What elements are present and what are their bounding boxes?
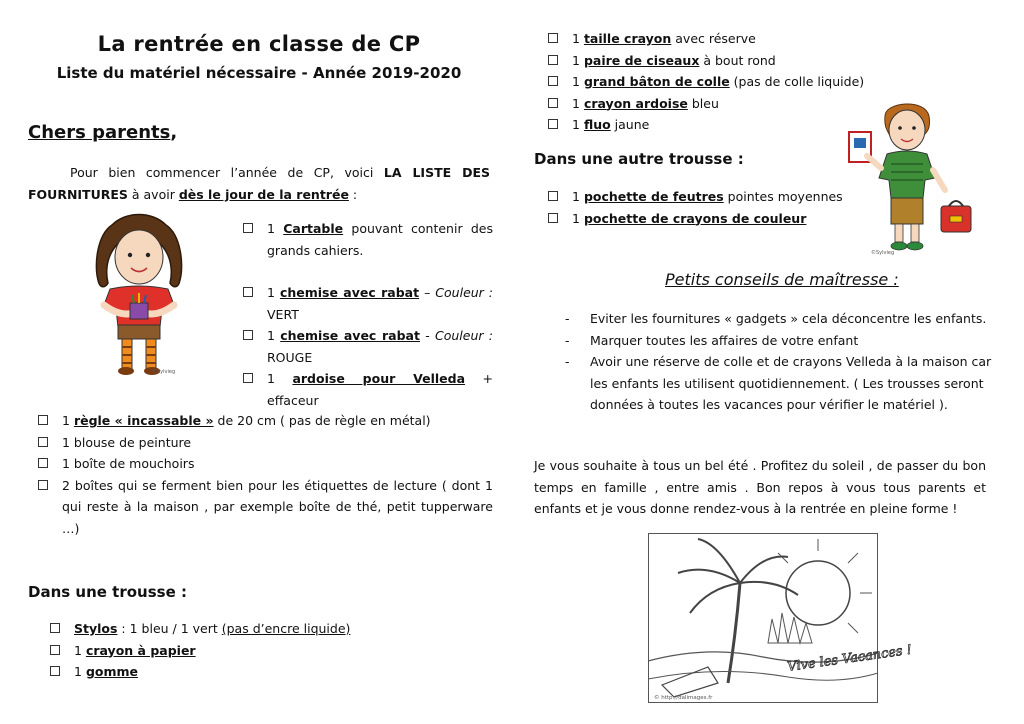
item-note: (pas d’encre liquide) bbox=[221, 621, 351, 636]
vacances-credit: © http://dalimages.fr bbox=[654, 695, 713, 701]
list-item-crayons-couleur bbox=[548, 208, 848, 230]
checkbox-icon bbox=[38, 415, 48, 425]
item-text: 1 blouse de peinture bbox=[62, 434, 192, 450]
checkbox-icon bbox=[243, 223, 253, 233]
vacances-illustration bbox=[648, 533, 913, 703]
conseil-item: - Marquer toutes les affaires de votre enfant bbox=[565, 332, 859, 348]
boy-signature: ©Sylvieg bbox=[871, 250, 895, 256]
qty: 1 bbox=[267, 328, 281, 343]
list-item-gomme bbox=[50, 661, 490, 683]
section-title-trousse: Dans une trousse : bbox=[28, 583, 187, 601]
item-text: 1 boîte de mouchoirs bbox=[62, 456, 195, 471]
supplies-list-c bbox=[548, 28, 868, 136]
list-item-feutres bbox=[548, 186, 848, 208]
checkbox-icon bbox=[548, 191, 558, 201]
list-item-stylos bbox=[50, 618, 490, 640]
qty: 1 bbox=[267, 221, 284, 236]
list-item-ardoise bbox=[243, 368, 493, 411]
item-name: crayon ardoise bbox=[583, 95, 688, 111]
section-title-autre-trousse: Dans une autre trousse : bbox=[534, 150, 744, 168]
boy-face bbox=[889, 110, 925, 150]
girl-face bbox=[115, 230, 163, 284]
checkbox-icon bbox=[50, 645, 60, 655]
qty: 1 bbox=[62, 413, 74, 428]
intro-text-3: à avoir bbox=[127, 187, 179, 202]
girl-illustration bbox=[82, 205, 197, 377]
item-name: chemise avec rabat bbox=[280, 328, 420, 343]
item-detail: + effaceur bbox=[267, 371, 493, 408]
checkbox-icon bbox=[243, 330, 253, 340]
qty: 1 bbox=[572, 117, 584, 132]
autre-trousse-list bbox=[548, 186, 848, 229]
checkbox-icon bbox=[548, 98, 558, 108]
conseil-text: Avoir une réserve de colle et de crayons Velleda à la maison car les enfants les utilisent quotidiennement. ( Les trousses seront données à toutes les vacances pour vérifier le matériel ). bbox=[590, 354, 992, 412]
item-detail: de 20 cm ( pas de règle en métal) bbox=[213, 413, 431, 428]
qty: 1 bbox=[572, 95, 584, 111]
color-label: Couleur : bbox=[435, 285, 494, 300]
item-detail: (pas de colle liquide) bbox=[729, 74, 865, 89]
list-item-cartable bbox=[243, 218, 493, 261]
intro-text-1: Pour bien commencer l’année de CP, voici bbox=[70, 165, 384, 180]
list-item-crayon-ardoise bbox=[548, 93, 868, 115]
item-name: chemise avec rabat bbox=[279, 285, 420, 300]
page-subtitle: Liste du matériel nécessaire - Année 2019-2020 bbox=[56, 64, 462, 82]
item-detail: pouvant contenir des grands cahiers. bbox=[267, 221, 493, 258]
list-item-fluo bbox=[548, 114, 868, 136]
list-item-mouchoirs bbox=[38, 453, 493, 475]
list-item-colle bbox=[548, 71, 868, 93]
girl-signature: ©Sylvieg bbox=[152, 369, 176, 375]
boy-illustration bbox=[845, 98, 975, 258]
item-name: ardoise pour Velleda bbox=[292, 371, 466, 386]
item-detail: bleu bbox=[687, 95, 719, 111]
item-detail: jaune bbox=[610, 117, 650, 132]
checkbox-icon bbox=[548, 55, 558, 65]
greeting bbox=[28, 122, 177, 143]
item-name: crayon à papier bbox=[85, 642, 196, 658]
checkbox-icon bbox=[243, 287, 253, 297]
qty: 1 bbox=[74, 642, 86, 658]
item-name: grand bâton de colle bbox=[583, 74, 730, 89]
checkbox-icon bbox=[38, 480, 48, 490]
list-item-crayon-papier bbox=[50, 640, 490, 662]
conseil-item: - Eviter les fournitures « gadgets » cela déconcentre les enfants. bbox=[565, 311, 987, 326]
color-value: VERT bbox=[267, 306, 299, 322]
color-value: ROUGE bbox=[267, 349, 313, 365]
list-item-ciseaux bbox=[548, 50, 868, 72]
checkbox-icon bbox=[50, 623, 60, 633]
supplies-list-a bbox=[243, 218, 493, 411]
item-detail: : 1 bleu / 1 vert bbox=[117, 621, 222, 636]
qty: 1 bbox=[267, 371, 293, 386]
intro-first-day: dès le jour de la rentrée bbox=[178, 187, 349, 202]
girl-pencil-pot bbox=[130, 303, 148, 319]
item-detail: avec réserve bbox=[671, 31, 756, 46]
checkbox-icon bbox=[50, 666, 60, 676]
list-item-chemise-vert bbox=[243, 282, 493, 325]
qty: 1 bbox=[572, 210, 584, 226]
checkbox-icon bbox=[548, 119, 558, 129]
qty: 1 bbox=[267, 285, 280, 300]
intro-list-title: LA LISTE DES FOURNITURES bbox=[28, 165, 490, 202]
qty: 1 bbox=[74, 664, 86, 679]
vacances-text: Vive les Vacances ! bbox=[786, 642, 913, 675]
checkbox-icon bbox=[548, 213, 558, 223]
item-name: paire de ciseaux bbox=[583, 52, 700, 68]
item-detail: à bout rond bbox=[699, 52, 776, 68]
list-item-chemise-rouge bbox=[243, 325, 493, 368]
intro-text-5: : bbox=[348, 187, 358, 202]
sep: - bbox=[419, 328, 435, 343]
farewell-paragraph: Je vous souhaite à tous un bel été . Profitez du soleil , de passer du bon temps en famille , entre amis . Bon repos à vous tous parents et enfants et je vous donne rendez-vous à la rentrée en pleine forme ! bbox=[534, 458, 986, 516]
list-item-boites bbox=[38, 475, 493, 540]
checkbox-icon bbox=[548, 33, 558, 43]
list-item-blouse bbox=[38, 432, 493, 454]
checkbox-icon bbox=[548, 76, 558, 86]
conseils-list bbox=[562, 308, 992, 416]
item-name: pochette de feutres bbox=[583, 189, 724, 204]
qty: 1 bbox=[572, 31, 584, 46]
list-item-taille-crayon bbox=[548, 28, 868, 50]
sep: – bbox=[419, 285, 436, 300]
item-name: gomme bbox=[85, 664, 139, 679]
greeting-text: Chers parents bbox=[28, 122, 171, 143]
item-name: pochette de crayons de couleur bbox=[583, 210, 807, 226]
supplies-list-b bbox=[38, 410, 493, 539]
qty: 1 bbox=[572, 52, 584, 68]
conseil-text: Marquer toutes les affaires de votre enfant bbox=[590, 332, 859, 348]
page-title: La rentrée en classe de CP bbox=[97, 32, 421, 56]
item-name: règle « incassable » bbox=[73, 413, 214, 428]
greeting-punct: , bbox=[170, 122, 178, 143]
trousse-list bbox=[50, 618, 490, 683]
checkbox-icon bbox=[38, 437, 48, 447]
item-name: Cartable bbox=[283, 221, 344, 236]
item-detail: pointes moyennes bbox=[723, 189, 843, 204]
item-name: fluo bbox=[583, 117, 611, 132]
conseil-text: Eviter les fournitures « gadgets » cela déconcentre les enfants. bbox=[590, 311, 987, 326]
checkbox-icon bbox=[243, 373, 253, 383]
item-text: 2 boîtes qui se ferment bien pour les étiquettes de lecture ( dont 1 qui reste à la maison , par exemple boîte de thé, petit tupperware …) bbox=[62, 477, 493, 536]
list-item-regle bbox=[38, 410, 493, 432]
checkbox-icon bbox=[38, 458, 48, 468]
intro-paragraph bbox=[28, 162, 490, 206]
conseil-item: - Avoir une réserve de colle et de crayons Velleda à la maison car les enfants les utilisent quotidiennement. ( Les trousses seront données à toutes les vacances pour vérifier le matériel ). bbox=[565, 354, 992, 412]
conseils-title: Petits conseils de maîtresse : bbox=[665, 270, 899, 289]
qty: 1 bbox=[572, 74, 584, 89]
item-name: Stylos bbox=[74, 621, 118, 636]
qty: 1 bbox=[572, 189, 584, 204]
item-name: taille crayon bbox=[583, 31, 672, 46]
color-label: Couleur : bbox=[434, 328, 493, 343]
